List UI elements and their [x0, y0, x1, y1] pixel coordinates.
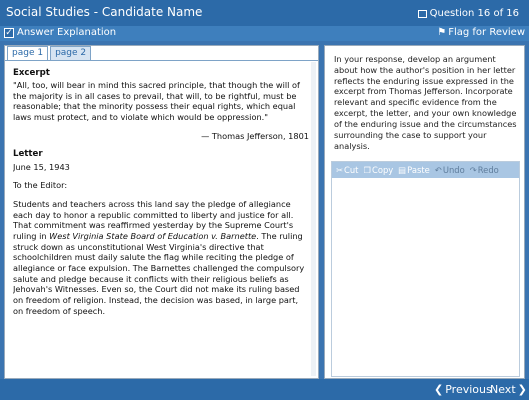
answer-explanation-label: Answer Explanation [17, 27, 117, 38]
title-bar [0, 0, 529, 26]
question-count-text: Question 16 of 16 [429, 8, 519, 19]
passage-document [13, 68, 309, 374]
question-counter [418, 8, 519, 19]
cut-icon: ✂ [336, 165, 344, 175]
excerpt-attribution: — Thomas Jefferson, 1801 [201, 130, 309, 141]
previous-arrow-icon: ❮ [434, 383, 444, 396]
answer-explanation-toggle[interactable] [4, 27, 116, 38]
next-button[interactable] [490, 382, 527, 397]
navigation-bar [0, 379, 529, 400]
passage-scrollbar[interactable] [311, 62, 316, 376]
essay-text-area[interactable] [332, 178, 519, 376]
copy-icon: ❐ [363, 165, 371, 175]
redo-button[interactable] [470, 165, 499, 175]
paste-label: Paste [407, 165, 430, 175]
toolbar [0, 26, 529, 41]
copy-button[interactable] [363, 165, 393, 175]
letter-body-part1: Students and teachers across this land say the pledge of allegiance each day to honor a republic committed to liberty and justice for all. That commitment was reaffirmed yesterday by the Supreme Court's ruling in [13, 198, 294, 241]
excerpt-heading: Excerpt [13, 68, 50, 78]
page-tabs [5, 46, 91, 60]
redo-icon: ↷ [469, 165, 477, 175]
letter-body-part2: . The ruling struck down as unconstitutional West Virginia's directive that schoolchildren must daily salute the flag while reciting the pledge of allegiance or face expulsion. The Barnettes challenged the compulsory salute and pledge because it conflicts with their religious beliefs as Jehovah's Witnesses. Even so, the Court did not make its ruling based on freedom of religion. Instead, the decision was based, in large part, on freedom of speech. [13, 230, 305, 316]
checkbox-icon[interactable]: ✓ [5, 27, 13, 38]
next-arrow-icon: ❯ [517, 383, 527, 396]
tab-divider [5, 60, 318, 61]
flag-icon: ⚑ [437, 27, 447, 38]
flag-for-review-button[interactable] [437, 27, 525, 38]
letter-date: June 15, 1943 [13, 161, 70, 172]
cut-button[interactable] [336, 165, 358, 175]
previous-button[interactable] [434, 382, 492, 397]
next-label: Next [490, 383, 516, 396]
paste-button[interactable] [398, 165, 430, 175]
editor-toolbar [332, 162, 519, 178]
flag-label: Flag for Review [448, 27, 525, 38]
undo-label: Undo [442, 165, 465, 175]
paste-icon: ▤ [398, 165, 407, 175]
undo-icon: ↶ [434, 165, 442, 175]
question-icon [418, 10, 427, 18]
window-title: Social Studies - Candidate Name [6, 5, 203, 19]
response-pane [324, 45, 525, 379]
case-name: West Virginia State Board of Education v. Barnette [49, 230, 257, 241]
passage-pane [4, 45, 319, 379]
tab-page-2[interactable]: page 2 [50, 46, 91, 60]
previous-label: Previous [445, 383, 492, 396]
undo-button[interactable] [435, 165, 465, 175]
letter-heading: Letter [13, 149, 43, 160]
essay-prompt: In your response, develop an argument about how the author's position in her letter reflects the enduring issue expressed in the excerpt from Thomas Jefferson. Incorporate relevant and specific evidence from the excerpt, the letter, and your own knowledge of the enduring issue and the circumstances surrounding the case to support your analysis. [334, 54, 517, 151]
redo-label: Redo [477, 165, 499, 175]
letter-body [13, 199, 309, 316]
excerpt-text: "All, too, will bear in mind this sacred principle, that though the will of the majority is in all cases to prevail, that will, to be rightful, must be reasonable; that the minority possess their equal rights, which equal laws must protect, and to violate which would be oppression." [13, 80, 300, 123]
cut-label: Cut [344, 165, 359, 175]
copy-label: Copy [372, 165, 394, 175]
tab-page-1[interactable]: page 1 [7, 46, 48, 60]
essay-editor [331, 161, 520, 377]
letter-salutation: To the Editor: [13, 180, 68, 191]
